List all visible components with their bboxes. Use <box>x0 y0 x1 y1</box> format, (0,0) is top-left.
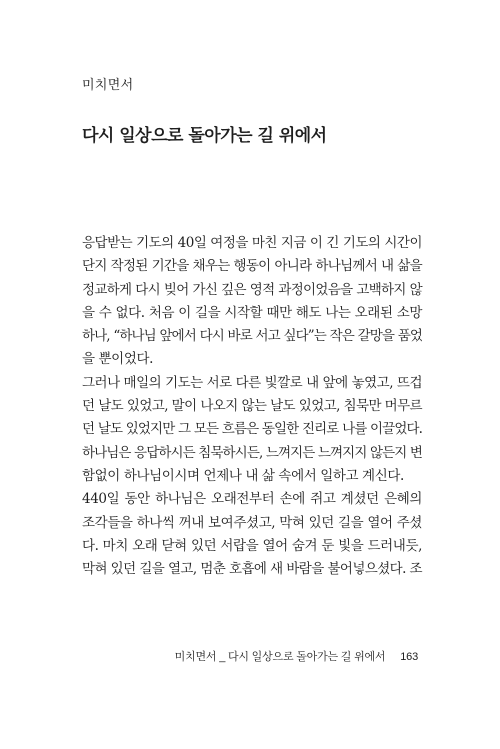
page-footer <box>175 648 418 664</box>
body-line: 하나, “하나님 앞에서 다시 바로 서고 싶다”는 작은 갈망을 품었 <box>82 328 422 345</box>
body-line: 던 날도 있었지만 그 모든 흐름은 동일한 진리로 나를 이끌었다. <box>82 421 422 438</box>
chapter-title: 다시 일상으로 돌아가는 길 위에서 <box>82 126 327 146</box>
body-line: 단지 작정된 기간을 채우는 행동이 아니라 하나님께서 내 삶을 <box>82 258 422 275</box>
body-line: 막혀 있던 길을 열고, 멈춘 호흡에 새 바람을 불어넣으셨다. 조 <box>82 561 422 578</box>
section-label: 미치면서 <box>82 77 134 92</box>
running-title: 미치면서 _ 다시 일상으로 돌아가는 길 위에서 <box>174 651 386 663</box>
body-line: 하나님은 응답하시든 침묵하시든, 느껴지든 느껴지지 않든지 변 <box>82 444 422 461</box>
body-line: 그러나 매일의 기도는 서로 다른 빛깔로 내 앞에 놓였고, 뜨겁 <box>82 374 422 391</box>
body-line: 다. 마치 오래 닫혀 있던 서랍을 열어 숨겨 둔 빛을 드러내듯, <box>82 537 422 554</box>
body-line: 을 수 없다. 처음 이 길을 시작할 때만 해도 나는 오래된 소망 <box>82 304 422 321</box>
body-line: 함없이 하나님이시며 언제나 내 삶 속에서 일하고 계신다. <box>82 467 404 484</box>
body-line: 응답받는 기도의 40일 여정을 마친 지금 이 긴 기도의 시간이 <box>82 235 422 251</box>
body-line: 정교하게 다시 빚어 가신 깊은 영적 과정이었음을 고백하지 않 <box>82 281 422 298</box>
page-number: 163 <box>400 651 418 663</box>
body-text <box>82 232 422 581</box>
body-line: 던 날도 있었고, 말이 나오지 않는 날도 있었고, 침묵만 머무르 <box>82 398 422 415</box>
body-line: 조각들을 하나씩 꺼내 보여주셨고, 막혀 있던 길을 열어 주셨 <box>82 514 422 531</box>
body-line: 440일 동안 하나님은 오래전부터 손에 쥐고 계셨던 은혜의 <box>82 491 422 508</box>
body-line: 을 뿐이었다. <box>82 351 153 368</box>
